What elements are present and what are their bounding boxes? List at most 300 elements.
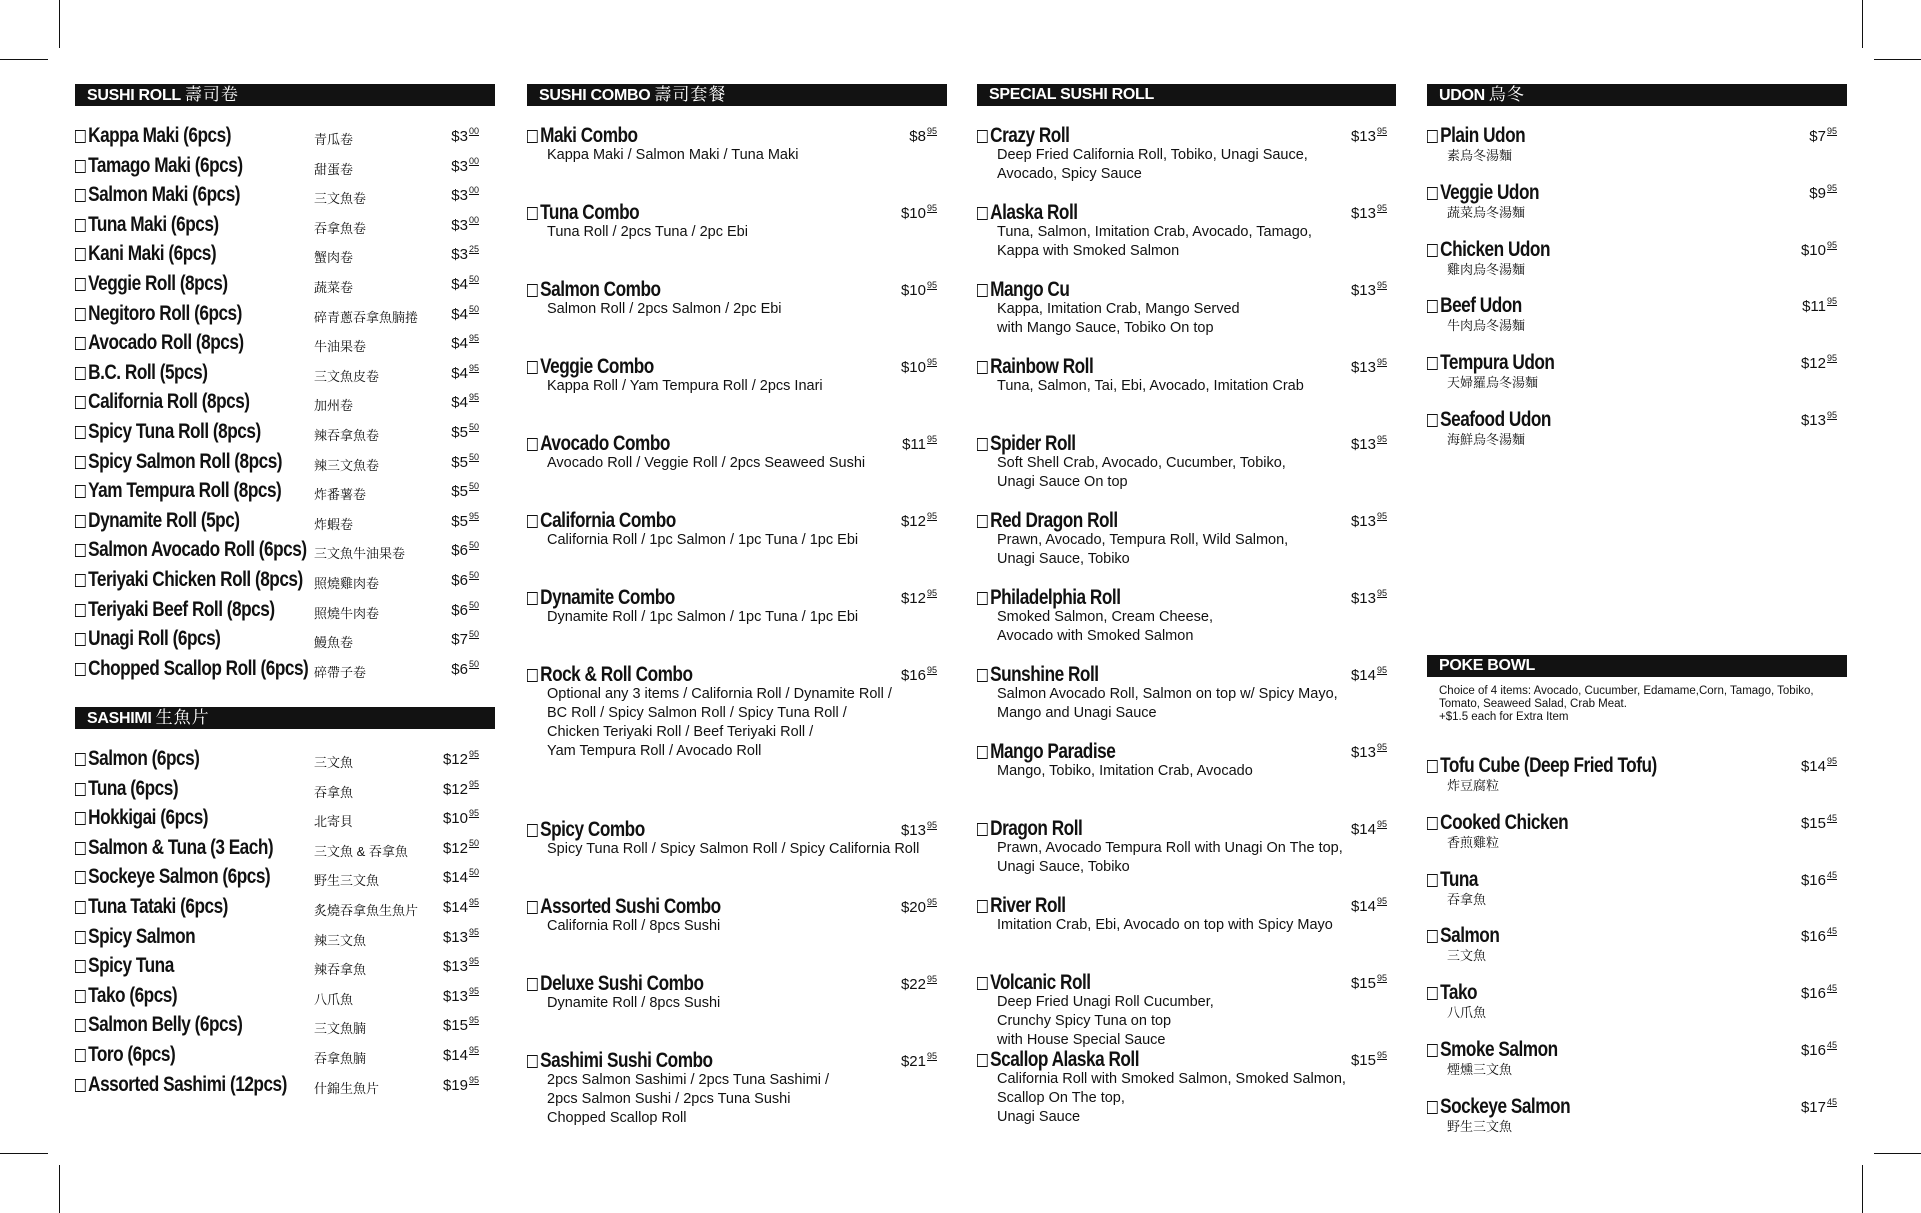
menu-item xyxy=(1427,981,1847,1021)
checkbox[interactable] xyxy=(527,361,538,374)
section-title: SASHIMI xyxy=(87,710,152,727)
price-cents: 95 xyxy=(1376,357,1387,367)
price-cents: 95 xyxy=(926,203,937,213)
item-description: Spicy Tuna Roll / Spicy Salmon Roll / Spicy California Roll xyxy=(547,841,920,857)
item-price xyxy=(451,452,479,471)
item-name-text: Salmon xyxy=(1440,924,1500,948)
section-title-cn: 壽司套餐 xyxy=(654,85,727,105)
item-name-cn: 吞拿魚 xyxy=(1447,891,1487,907)
item-name xyxy=(527,663,692,687)
checkbox[interactable] xyxy=(1427,414,1438,427)
checkbox[interactable] xyxy=(527,978,538,991)
menu-item xyxy=(75,183,485,211)
item-price xyxy=(901,588,937,607)
item-name-cn: 八爪魚 xyxy=(314,991,354,1007)
item-name-text: Salmon & Tuna (3 Each) xyxy=(88,835,274,859)
checkbox[interactable] xyxy=(75,1079,86,1092)
item-name xyxy=(1427,408,1551,432)
item-name-text: Kani Maki (6pcs) xyxy=(88,242,217,266)
price-cents: 95 xyxy=(926,820,937,830)
menu-item xyxy=(527,972,947,1013)
checkbox[interactable] xyxy=(75,515,86,528)
item-name-cn: 煙燻三文魚 xyxy=(1447,1062,1513,1077)
checkbox[interactable] xyxy=(977,977,988,990)
checkbox[interactable] xyxy=(75,990,86,1003)
price-cents: 45 xyxy=(1826,1040,1837,1050)
checkbox[interactable] xyxy=(1427,187,1438,200)
item-name-cn: 什錦生魚片 xyxy=(314,1080,380,1096)
item-price xyxy=(451,540,479,559)
price-dollars: $14 xyxy=(442,1047,468,1064)
item-name-text: California Roll (8pcs) xyxy=(88,390,250,414)
checkbox[interactable] xyxy=(527,669,538,682)
item-price xyxy=(1801,1040,1837,1059)
checkbox[interactable] xyxy=(1427,357,1438,370)
item-name-cn: 雞肉烏冬湯麵 xyxy=(1447,261,1526,277)
item-name-text: Yam Tempura Roll (8pcs) xyxy=(88,479,282,503)
item-name xyxy=(1427,351,1554,375)
price-cents: 95 xyxy=(1826,756,1837,766)
checkbox[interactable] xyxy=(977,823,988,836)
price-dollars: $5 xyxy=(451,483,468,501)
checkbox[interactable] xyxy=(75,901,86,914)
price-cents: 50 xyxy=(468,274,479,284)
item-name-text: Teriyaki Chicken Roll (8pcs) xyxy=(88,568,303,591)
menu-item xyxy=(1427,351,1847,391)
item-price xyxy=(901,665,937,684)
price-dollars: $16 xyxy=(1800,985,1826,1003)
checkbox[interactable] xyxy=(1427,817,1438,830)
price-dollars: $3 xyxy=(451,246,468,264)
item-price xyxy=(443,1075,479,1094)
menu-item xyxy=(75,420,485,448)
item-name-text: Sockeye Salmon xyxy=(1440,1094,1571,1118)
item-name xyxy=(527,355,654,379)
price-dollars: $12 xyxy=(900,513,926,530)
item-price xyxy=(443,986,479,1005)
menu-item xyxy=(75,538,485,566)
item-price xyxy=(451,185,479,204)
menu-item xyxy=(977,201,1397,261)
item-price xyxy=(902,434,937,453)
price-dollars: $4 xyxy=(451,335,468,353)
item-name xyxy=(1427,1095,1570,1119)
price-dollars: $21 xyxy=(900,1053,926,1070)
price-dollars: $13 xyxy=(900,822,926,839)
item-name-cn: 香煎雞粒 xyxy=(1447,834,1500,850)
price-dollars: $15 xyxy=(1350,1052,1376,1069)
checkbox[interactable] xyxy=(75,219,86,232)
item-name-cn: 照燒雞肉卷 xyxy=(314,576,380,591)
price-dollars: $15 xyxy=(442,1017,468,1035)
price-cents: 00 xyxy=(468,185,479,196)
item-name xyxy=(1427,238,1550,262)
item-price xyxy=(451,333,479,352)
item-price xyxy=(1351,203,1387,222)
item-name xyxy=(527,586,675,610)
item-price xyxy=(451,304,479,323)
menu-item xyxy=(977,586,1397,646)
menu-item xyxy=(977,124,1397,184)
item-name-text: Salmon (6pcs) xyxy=(88,747,200,770)
item-name xyxy=(75,865,270,889)
item-price xyxy=(1801,870,1837,889)
item-price xyxy=(1802,296,1837,315)
crop-mark xyxy=(1874,1153,1921,1154)
item-price xyxy=(901,357,937,376)
menu-item xyxy=(977,355,1397,396)
checkbox[interactable] xyxy=(75,633,86,646)
checkbox[interactable] xyxy=(527,901,538,914)
price-dollars: $13 xyxy=(442,928,468,946)
price-dollars: $13 xyxy=(1350,282,1376,299)
item-name-text: Tempura Udon xyxy=(1440,351,1555,375)
item-name-text: Unagi Roll (6pcs) xyxy=(88,627,221,651)
checkbox[interactable] xyxy=(75,337,86,350)
item-description: Kappa Roll / Yam Tempura Roll / 2pcs Inari xyxy=(547,378,823,394)
checkbox[interactable] xyxy=(977,207,988,220)
item-name-cn: 炸蝦卷 xyxy=(314,516,354,532)
item-description: Mango, Tobiko, Imitation Crab, Avocado xyxy=(997,763,1253,779)
checkbox[interactable] xyxy=(977,361,988,374)
checkbox[interactable] xyxy=(75,783,86,796)
checkbox[interactable] xyxy=(75,931,86,944)
item-name-text: Sunshine Roll xyxy=(990,663,1099,686)
price-cents: 95 xyxy=(1376,203,1387,213)
item-name xyxy=(527,201,639,225)
item-price xyxy=(451,392,479,411)
menu-item xyxy=(75,213,485,241)
item-name-cn: 野生三文魚 xyxy=(1447,1118,1513,1134)
checkbox[interactable] xyxy=(977,669,988,682)
checkbox[interactable] xyxy=(977,746,988,759)
price-cents: 45 xyxy=(1826,983,1837,994)
item-price xyxy=(1351,280,1387,299)
item-price xyxy=(1801,756,1837,775)
item-name xyxy=(75,302,242,326)
item-name-cn: 北寄貝 xyxy=(314,814,354,830)
item-price xyxy=(443,779,479,798)
item-name-text: Avocado Roll (8pcs) xyxy=(88,331,244,355)
menu-item xyxy=(75,479,485,507)
checkbox[interactable] xyxy=(75,485,86,498)
item-name-text: Veggie Roll (8pcs) xyxy=(88,272,228,295)
checkbox[interactable] xyxy=(75,456,86,469)
checkbox[interactable] xyxy=(527,438,538,451)
price-dollars: $13 xyxy=(1350,436,1376,453)
item-description: Tuna Roll / 2pcs Tuna / 2pc Ebi xyxy=(547,224,748,240)
item-name xyxy=(75,242,216,266)
item-description: Soft Shell Crab, Avocado, Cucumber, Tobiko, Unagi Sauce On top xyxy=(997,455,1286,490)
item-name-text: Spicy Combo xyxy=(540,818,645,841)
checkbox[interactable] xyxy=(527,130,538,143)
menu-item xyxy=(527,818,947,859)
checkbox[interactable] xyxy=(527,1055,538,1068)
checkbox[interactable] xyxy=(977,900,988,913)
item-price xyxy=(1801,1097,1837,1116)
item-name-cn: 炙燒吞拿魚生魚片 xyxy=(314,903,419,918)
item-name-text: Tuna Tataki (6pcs) xyxy=(88,895,228,918)
item-name xyxy=(75,213,219,237)
price-dollars: $12 xyxy=(442,751,468,768)
checkbox[interactable] xyxy=(1427,1101,1438,1114)
item-price xyxy=(1809,126,1837,145)
item-name-text: Maki Combo xyxy=(540,124,638,147)
menu-item xyxy=(75,568,485,596)
checkbox[interactable] xyxy=(977,438,988,451)
menu-item xyxy=(75,777,485,805)
checkbox[interactable] xyxy=(1427,130,1438,143)
price-cents: 50 xyxy=(468,629,479,640)
item-name-text: Spicy Salmon xyxy=(88,924,196,948)
item-price xyxy=(1351,357,1387,376)
item-name xyxy=(75,657,308,681)
price-cents: 95 xyxy=(468,510,479,521)
item-price xyxy=(1801,240,1837,259)
menu-item xyxy=(75,272,485,300)
section-header xyxy=(977,84,1396,106)
item-name-cn: 野生三文魚 xyxy=(314,873,380,889)
price-cents: 95 xyxy=(926,434,937,444)
checkbox[interactable] xyxy=(75,574,86,587)
section-header xyxy=(75,84,495,106)
item-price xyxy=(901,1051,937,1070)
checkbox[interactable] xyxy=(75,396,86,409)
price-cents: 95 xyxy=(1376,742,1387,752)
checkbox[interactable] xyxy=(75,248,86,261)
item-name-cn: 蟹肉卷 xyxy=(314,250,354,266)
price-cents: 50 xyxy=(468,303,479,314)
checkbox[interactable] xyxy=(75,663,86,676)
item-price xyxy=(451,629,479,648)
item-name-text: Spicy Salmon Roll (8pcs) xyxy=(88,449,283,473)
checkbox[interactable] xyxy=(527,592,538,605)
checkbox[interactable] xyxy=(527,824,538,837)
menu-item xyxy=(1427,811,1847,851)
item-name-text: Dynamite Roll (5pc) xyxy=(88,508,240,532)
section-header xyxy=(1427,84,1847,106)
checkbox[interactable] xyxy=(1427,244,1438,257)
item-price xyxy=(1801,813,1837,832)
item-price xyxy=(443,1045,479,1064)
price-cents: 00 xyxy=(468,126,479,136)
item-name xyxy=(75,627,220,651)
price-dollars: $14 xyxy=(1350,667,1376,684)
price-dollars: $13 xyxy=(442,987,468,1005)
checkbox[interactable] xyxy=(75,544,86,557)
menu-item xyxy=(75,895,485,923)
checkbox[interactable] xyxy=(977,1054,988,1067)
item-name-text: Seafood Udon xyxy=(1440,408,1551,431)
item-name-text: Tako xyxy=(1440,981,1478,1005)
item-name xyxy=(527,895,721,919)
item-price xyxy=(901,203,937,222)
item-description: 2pcs Salmon Sashimi / 2pcs Tuna Sashimi / 2pcs Salmon Sushi / 2pcs Tuna Sushi Chopped Scallop Roll xyxy=(547,1072,830,1126)
price-cents: 45 xyxy=(1826,926,1837,937)
special-roll-section xyxy=(977,84,1396,1125)
checkbox[interactable] xyxy=(75,160,86,173)
checkbox[interactable] xyxy=(527,207,538,220)
checkbox[interactable] xyxy=(75,871,86,884)
item-name-cn: 海鮮烏冬湯麵 xyxy=(1447,432,1526,447)
price-cents: 95 xyxy=(926,357,937,367)
checkbox[interactable] xyxy=(527,284,538,297)
checkbox[interactable] xyxy=(1427,300,1438,313)
item-description: Deep Fried California Roll, Tobiko, Unagi Sauce, Avocado, Spicy Sauce xyxy=(997,147,1308,182)
checkbox[interactable] xyxy=(75,1019,86,1032)
item-description: Salmon Roll / 2pcs Salmon / 2pc Ebi xyxy=(547,301,782,317)
price-cents: 50 xyxy=(468,599,479,610)
item-description: Imitation Crab, Ebi, Avocado on top with Spicy Mayo xyxy=(997,917,1333,933)
price-cents: 95 xyxy=(926,1051,937,1061)
item-name-text: Smoke Salmon xyxy=(1440,1038,1558,1061)
item-name-cn: 辣三文魚卷 xyxy=(314,457,380,473)
item-name-text: Red Dragon Roll xyxy=(990,509,1118,532)
item-name xyxy=(75,598,275,622)
menu-item xyxy=(1427,868,1847,908)
poke-bowl-note: Choice of 4 items: Avocado, Cucumber, Edamame,Corn, Tamago, Tobiko, Tomato, Seaweed Salad, Crab Meat. +$1.5 each for Extra Item xyxy=(1439,685,1814,723)
item-description: Smoked Salmon, Cream Cheese, Avocado with Smoked Salmon xyxy=(997,609,1213,644)
menu-item xyxy=(977,971,1397,1050)
section-title: SUSHI COMBO xyxy=(539,87,651,104)
item-name-cn: 三文魚 xyxy=(314,755,354,770)
item-name xyxy=(75,390,250,414)
item-price xyxy=(1351,742,1387,761)
checkbox[interactable] xyxy=(1427,930,1438,943)
menu-item xyxy=(1427,408,1847,448)
item-price xyxy=(1351,588,1387,607)
price-dollars: $11 xyxy=(902,436,926,453)
checkbox[interactable] xyxy=(1427,1044,1438,1057)
price-cents: 95 xyxy=(926,974,937,984)
section-title: UDON xyxy=(1439,87,1485,104)
price-dollars: $20 xyxy=(900,899,926,916)
checkbox[interactable] xyxy=(75,960,86,973)
item-price xyxy=(443,897,479,916)
checkbox[interactable] xyxy=(977,284,988,297)
checkbox[interactable] xyxy=(1427,874,1438,887)
menu-item xyxy=(527,201,947,242)
menu-item xyxy=(527,432,947,473)
checkbox[interactable] xyxy=(1427,760,1438,773)
item-name-cn: 牛肉烏冬湯麵 xyxy=(1447,318,1526,334)
checkbox[interactable] xyxy=(75,367,86,380)
item-name-cn: 天婦羅烏冬湯麵 xyxy=(1447,375,1539,391)
item-price xyxy=(1351,1050,1387,1069)
price-cents: 45 xyxy=(1826,812,1837,823)
item-name xyxy=(75,895,228,919)
price-cents: 95 xyxy=(468,956,479,967)
price-dollars: $17 xyxy=(1800,1098,1826,1116)
crop-mark xyxy=(1874,59,1921,60)
item-name xyxy=(1427,294,1522,318)
price-dollars: $3 xyxy=(451,216,468,234)
item-description: Prawn, Avocado Tempura Roll with Unagi On The top, Unagi Sauce, Tobiko xyxy=(997,840,1343,875)
price-dollars: $13 xyxy=(1350,513,1376,530)
price-cents: 95 xyxy=(468,808,479,819)
price-dollars: $11 xyxy=(1802,298,1826,316)
price-cents: 95 xyxy=(926,588,937,598)
checkbox[interactable] xyxy=(977,130,988,143)
checkbox[interactable] xyxy=(75,1049,86,1062)
item-price xyxy=(1351,973,1387,992)
checkbox[interactable] xyxy=(75,753,86,766)
price-cents: 95 xyxy=(468,392,479,403)
checkbox[interactable] xyxy=(527,515,538,528)
price-cents: 95 xyxy=(1376,126,1387,136)
checkbox[interactable] xyxy=(75,308,86,321)
item-name-text: Kappa Maki (6pcs) xyxy=(88,124,231,147)
item-name xyxy=(75,509,240,533)
item-price xyxy=(443,867,479,886)
item-name xyxy=(977,971,1091,995)
item-price xyxy=(443,749,479,768)
menu-item xyxy=(75,1043,485,1071)
price-dollars: $5 xyxy=(451,424,468,441)
price-dollars: $16 xyxy=(1800,928,1826,946)
item-price xyxy=(451,600,479,619)
menu-item xyxy=(75,806,485,834)
item-name xyxy=(1427,754,1657,778)
section-header xyxy=(1427,655,1847,677)
item-price xyxy=(1351,511,1387,530)
item-price xyxy=(451,481,479,500)
price-cents: 50 xyxy=(468,867,479,878)
menu-item xyxy=(1427,924,1847,964)
checkbox[interactable] xyxy=(75,426,86,439)
item-name xyxy=(75,124,231,148)
checkbox[interactable] xyxy=(75,842,86,855)
price-cents: 95 xyxy=(468,362,479,373)
price-dollars: $10 xyxy=(900,282,926,299)
item-description: Optional any 3 items / California Roll / Dynamite Roll / BC Roll / Spicy Salmon Roll / Spicy Tuna Roll / Chicken Teriyaki Roll / Beef Teriyaki Roll / Yam Tempura Roll / Avocado Roll xyxy=(547,686,892,759)
menu-item xyxy=(75,390,485,418)
item-name xyxy=(75,361,208,385)
item-name xyxy=(977,201,1078,225)
item-price xyxy=(1801,983,1837,1002)
checkbox[interactable] xyxy=(1427,987,1438,1000)
item-name-text: Tamago Maki (6pcs) xyxy=(88,153,243,177)
menu-item xyxy=(527,509,947,550)
crop-mark xyxy=(1862,1165,1863,1213)
item-name-cn: 素烏冬湯麵 xyxy=(1447,148,1513,163)
menu-item xyxy=(75,984,485,1012)
price-cents: 95 xyxy=(468,1045,479,1055)
checkbox[interactable] xyxy=(75,812,86,825)
price-cents: 95 xyxy=(468,985,479,996)
price-cents: 95 xyxy=(1376,588,1387,598)
checkbox[interactable] xyxy=(75,189,86,202)
item-name-text: Spicy Tuna Roll (8pcs) xyxy=(88,420,261,443)
checkbox[interactable] xyxy=(75,278,86,291)
item-name xyxy=(1427,1038,1558,1062)
item-name-text: Chopped Scallop Roll (6pcs) xyxy=(88,656,309,680)
checkbox[interactable] xyxy=(977,515,988,528)
checkbox[interactable] xyxy=(75,130,86,143)
menu-item xyxy=(75,598,485,626)
item-name xyxy=(1427,181,1539,205)
price-cents: 95 xyxy=(926,126,937,136)
checkbox[interactable] xyxy=(75,604,86,617)
item-name xyxy=(977,432,1076,456)
checkbox[interactable] xyxy=(977,592,988,605)
price-cents: 50 xyxy=(468,451,479,462)
item-description: Dynamite Roll / 1pc Salmon / 1pc Tuna / 1pc Ebi xyxy=(547,609,859,625)
item-name-text: Mango Cu xyxy=(990,278,1070,301)
item-name-text: Avocado Combo xyxy=(540,432,670,455)
item-name xyxy=(977,663,1099,687)
item-name-text: Rock & Roll Combo xyxy=(540,663,693,686)
